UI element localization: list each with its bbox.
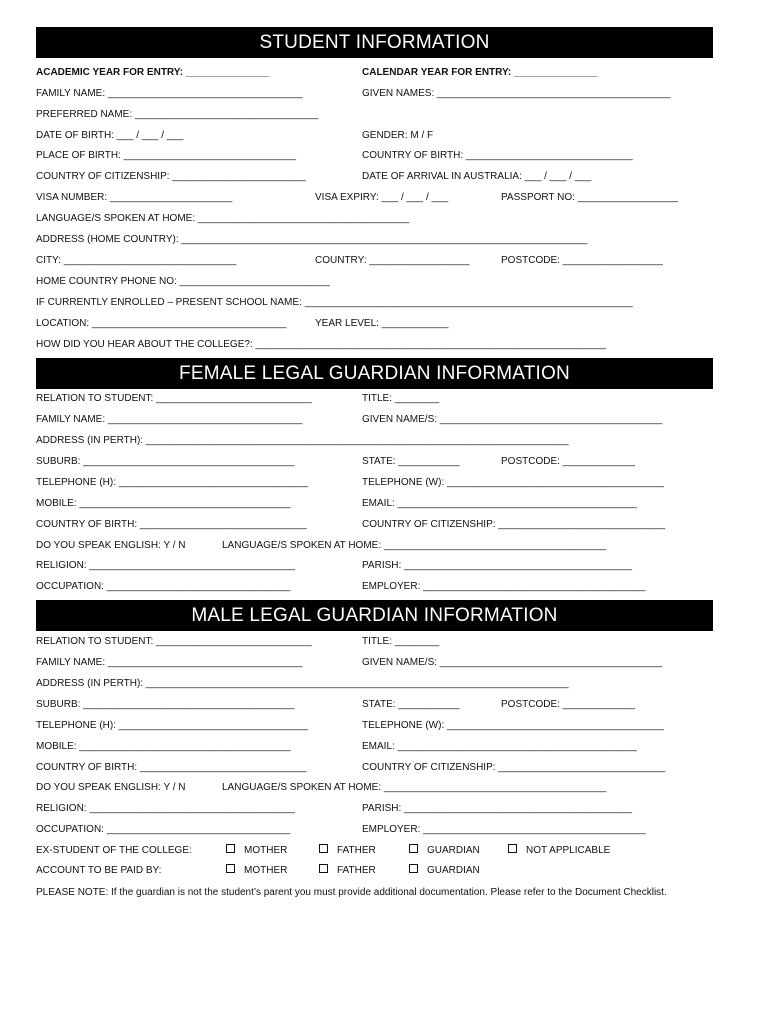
gender-field[interactable]: GENDER: M / F xyxy=(362,130,434,141)
male-telephone-work-field[interactable]: TELEPHONE (W): _______________________________________ xyxy=(362,720,664,731)
home-country-phone-field[interactable]: HOME COUNTRY PHONE NO: ___________________________ xyxy=(36,276,330,287)
option-label: GUARDIAN xyxy=(427,865,480,876)
option-label: FATHER xyxy=(337,845,376,856)
male-row-telephone xyxy=(36,718,716,734)
female-relation-field[interactable]: RELATION TO STUDENT: ____________________________ xyxy=(36,393,312,404)
female-religion-field[interactable]: RELIGION: _____________________________________ xyxy=(36,560,296,571)
account-row xyxy=(36,863,716,879)
student-row-heard xyxy=(36,337,716,353)
checkbox-icon[interactable] xyxy=(319,844,328,853)
female-suburb-field[interactable]: SUBURB: ______________________________________ xyxy=(36,456,295,467)
city-field[interactable]: CITY: _______________________________ xyxy=(36,255,237,266)
account-option-father[interactable] xyxy=(319,863,376,879)
passport-field[interactable]: PASSPORT NO: __________________ xyxy=(501,192,678,203)
student-family-name-field[interactable]: FAMILY NAME: ___________________________________ xyxy=(36,88,303,99)
male-title-field[interactable]: TITLE: ________ xyxy=(362,636,440,647)
guardian-documentation-note: PLEASE NOTE: If the guardian is not the student’s parent you must provide additional documentation. Please refer to the Document Checklist. xyxy=(36,887,667,898)
heard-about-college-field[interactable]: HOW DID YOU HEAR ABOUT THE COLLEGE?: _______________________________________________________________ xyxy=(36,339,606,350)
male-row-religion xyxy=(36,801,716,817)
male-guardian-heading: MALE LEGAL GUARDIAN INFORMATION xyxy=(36,600,713,631)
female-telephone-home-field[interactable]: TELEPHONE (H): __________________________________ xyxy=(36,477,308,488)
checkbox-icon[interactable] xyxy=(226,844,235,853)
male-suburb-field[interactable]: SUBURB: ______________________________________ xyxy=(36,699,295,710)
student-given-names-field[interactable]: GIVEN NAMES: __________________________________________ xyxy=(362,88,671,99)
male-row-names xyxy=(36,655,716,671)
female-row-country xyxy=(36,517,716,533)
option-label: MOTHER xyxy=(244,865,288,876)
male-row-country xyxy=(36,760,716,776)
male-row-mobile xyxy=(36,739,716,755)
student-row-address xyxy=(36,232,716,248)
student-row-location xyxy=(36,316,716,332)
ex-student-label: EX-STUDENT OF THE COLLEGE: xyxy=(36,845,192,856)
student-row-city xyxy=(36,253,716,269)
present-school-field[interactable]: IF CURRENTLY ENROLLED – PRESENT SCHOOL NAME: ___________________________________________________________ xyxy=(36,297,633,308)
male-row-address xyxy=(36,676,716,692)
male-telephone-home-field[interactable]: TELEPHONE (H): __________________________________ xyxy=(36,720,308,731)
checkbox-icon[interactable] xyxy=(409,864,418,873)
student-row-names xyxy=(36,86,716,102)
place-of-birth-field[interactable]: PLACE OF BIRTH: _______________________________ xyxy=(36,150,297,161)
student-row-visa xyxy=(36,190,716,206)
male-english-field[interactable]: DO YOU SPEAK ENGLISH: Y / N xyxy=(36,782,186,793)
visa-expiry-field[interactable]: VISA EXPIRY: ___ / ___ / ___ xyxy=(315,192,449,203)
male-parish-field[interactable]: PARISH: _________________________________________ xyxy=(362,803,633,814)
student-row-dob xyxy=(36,128,716,144)
male-mobile-field[interactable]: MOBILE: ______________________________________ xyxy=(36,741,291,752)
female-email-field[interactable]: EMAIL: ___________________________________________ xyxy=(362,498,637,509)
male-employer-field[interactable]: EMPLOYER: ________________________________________ xyxy=(362,824,646,835)
male-row-suburb xyxy=(36,697,716,713)
student-language-field[interactable]: LANGUAGE/S SPOKEN AT HOME: ______________________________________ xyxy=(36,213,410,224)
female-state-field[interactable]: STATE: ___________ xyxy=(362,456,460,467)
arrival-date-field[interactable]: DATE OF ARRIVAL IN AUSTRALIA: ___ / ___ / ___ xyxy=(362,171,592,182)
student-row-language xyxy=(36,211,716,227)
female-occupation-field[interactable]: OCCUPATION: _________________________________ xyxy=(36,581,291,592)
student-country-of-birth-field[interactable]: COUNTRY OF BIRTH: ______________________________ xyxy=(362,150,633,161)
male-address-field[interactable]: ADDRESS (IN PERTH): ____________________________________________________________________________ xyxy=(36,678,569,689)
female-row-suburb xyxy=(36,454,716,470)
year-level-field[interactable]: YEAR LEVEL: ____________ xyxy=(315,318,449,329)
female-row-english xyxy=(36,538,716,554)
option-label: GUARDIAN xyxy=(427,845,480,856)
home-country-address-field[interactable]: ADDRESS (HOME COUNTRY): _________________________________________________________________________ xyxy=(36,234,588,245)
account-option-guardian[interactable] xyxy=(409,863,480,879)
student-row-birthplace xyxy=(36,148,716,164)
female-postcode-field[interactable]: POSTCODE: _____________ xyxy=(501,456,635,467)
female-row-mobile xyxy=(36,496,716,512)
ex-student-option-father[interactable] xyxy=(319,843,376,859)
location-field[interactable]: LOCATION: ___________________________________ xyxy=(36,318,287,329)
calendar-year-field[interactable]: CALENDAR YEAR FOR ENTRY: _______________ xyxy=(362,67,598,78)
visa-number-field[interactable]: VISA NUMBER: ______________________ xyxy=(36,192,233,203)
ex-student-option-guardian[interactable] xyxy=(409,843,480,859)
account-label: ACCOUNT TO BE PAID BY: xyxy=(36,865,162,876)
checkbox-icon[interactable] xyxy=(226,864,235,873)
male-state-field[interactable]: STATE: ___________ xyxy=(362,699,460,710)
male-row-english xyxy=(36,780,716,796)
student-row-preferred xyxy=(36,107,716,123)
female-row-occupation xyxy=(36,579,716,595)
female-title-field[interactable]: TITLE: ________ xyxy=(362,393,440,404)
female-address-field[interactable]: ADDRESS (IN PERTH): ____________________________________________________________________________ xyxy=(36,435,569,446)
male-family-name-field[interactable]: FAMILY NAME: ___________________________________ xyxy=(36,657,303,668)
academic-year-field[interactable]: ACADEMIC YEAR FOR ENTRY: _______________ xyxy=(36,67,270,78)
female-citizenship-field[interactable]: COUNTRY OF CITIZENSHIP: ______________________________ xyxy=(362,519,666,530)
female-row-telephone xyxy=(36,475,716,491)
female-row-religion xyxy=(36,558,716,574)
option-label: NOT APPLICABLE xyxy=(526,845,611,856)
female-row-address xyxy=(36,433,716,449)
male-religion-field[interactable]: RELIGION: _____________________________________ xyxy=(36,803,296,814)
student-row-citizenship xyxy=(36,169,716,185)
checkbox-icon[interactable] xyxy=(508,844,517,853)
female-row-names xyxy=(36,412,716,428)
student-citizenship-field[interactable]: COUNTRY OF CITIZENSHIP: ________________________ xyxy=(36,171,306,182)
female-row-relation xyxy=(36,391,716,407)
male-row-occupation xyxy=(36,822,716,838)
female-country-of-birth-field[interactable]: COUNTRY OF BIRTH: ______________________________ xyxy=(36,519,307,530)
male-given-names-field[interactable]: GIVEN NAME/S: ________________________________________ xyxy=(362,657,663,668)
checkbox-icon[interactable] xyxy=(409,844,418,853)
female-mobile-field[interactable]: MOBILE: ______________________________________ xyxy=(36,498,291,509)
preferred-name-field[interactable]: PREFERRED NAME: _________________________________ xyxy=(36,109,319,120)
female-family-name-field[interactable]: FAMILY NAME: ___________________________________ xyxy=(36,414,303,425)
male-occupation-field[interactable]: OCCUPATION: _________________________________ xyxy=(36,824,291,835)
ex-student-option-mother[interactable] xyxy=(226,843,287,859)
male-email-field[interactable]: EMAIL: ___________________________________________ xyxy=(362,741,637,752)
option-label: FATHER xyxy=(337,865,376,876)
student-row-years xyxy=(36,65,716,81)
female-given-names-field[interactable]: GIVEN NAME/S: ________________________________________ xyxy=(362,414,663,425)
male-row-relation xyxy=(36,634,716,650)
male-country-of-birth-field[interactable]: COUNTRY OF BIRTH: ______________________________ xyxy=(36,762,307,773)
student-row-phone xyxy=(36,274,716,290)
account-option-mother[interactable] xyxy=(226,863,287,879)
option-label: MOTHER xyxy=(244,845,288,856)
female-parish-field[interactable]: PARISH: _________________________________________ xyxy=(362,560,633,571)
checkbox-icon[interactable] xyxy=(319,864,328,873)
student-postcode-field[interactable]: POSTCODE: __________________ xyxy=(501,255,663,266)
male-citizenship-field[interactable]: COUNTRY OF CITIZENSHIP: ______________________________ xyxy=(362,762,666,773)
female-employer-field[interactable]: EMPLOYER: ________________________________________ xyxy=(362,581,646,592)
female-guardian-heading: FEMALE LEGAL GUARDIAN INFORMATION xyxy=(36,358,713,389)
male-language-field[interactable]: LANGUAGE/S SPOKEN AT HOME: ________________________________________ xyxy=(222,782,607,793)
male-relation-field[interactable]: RELATION TO STUDENT: ____________________________ xyxy=(36,636,312,647)
country-field[interactable]: COUNTRY: __________________ xyxy=(315,255,470,266)
female-telephone-work-field[interactable]: TELEPHONE (W): _______________________________________ xyxy=(362,477,664,488)
male-postcode-field[interactable]: POSTCODE: _____________ xyxy=(501,699,635,710)
date-of-birth-field[interactable]: DATE OF BIRTH: ___ / ___ / ___ xyxy=(36,130,184,141)
ex-student-option-not-applicable[interactable] xyxy=(508,843,610,859)
female-language-field[interactable]: LANGUAGE/S SPOKEN AT HOME: ________________________________________ xyxy=(222,540,607,551)
female-english-field[interactable]: DO YOU SPEAK ENGLISH: Y / N xyxy=(36,540,186,551)
ex-student-row xyxy=(36,843,716,859)
student-row-school xyxy=(36,295,716,311)
student-section-heading: STUDENT INFORMATION xyxy=(36,27,713,58)
